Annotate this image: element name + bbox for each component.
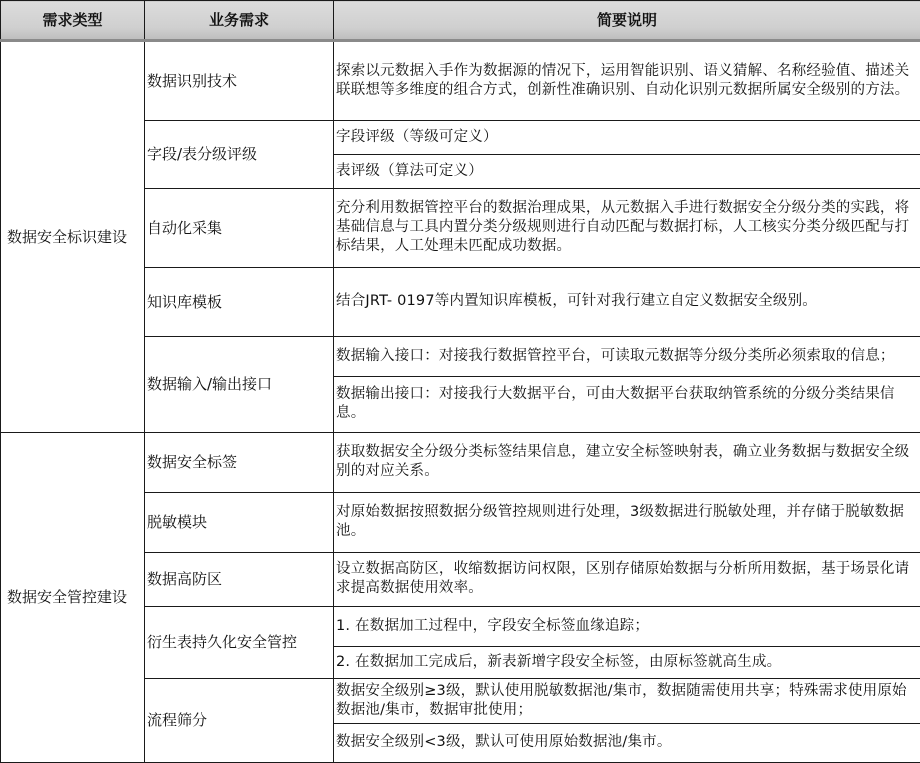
requirement-cell: 知识库模板	[145, 268, 334, 337]
description-cell: 获取数据安全分级分类标签结果信息，建立安全标签映射表，确立业务数据与数据安全级别的对应关系。	[334, 433, 920, 493]
category-cell: 数据安全标识建设	[1, 41, 145, 433]
header-category: 需求类型	[1, 1, 145, 41]
description-cell: 数据输入接口：对接我行数据管控平台，可读取元数据等分级分类所必须索取的信息；	[334, 337, 920, 377]
description-cell: 数据安全级别≥3级，默认使用脱敏数据池/集市，数据随需使用共享；特殊需求使用原始数据池/集市，数据审批使用；	[334, 679, 920, 724]
requirement-cell: 字段/表分级评级	[145, 121, 334, 189]
requirement-cell: 数据安全标签	[145, 433, 334, 493]
description-cell: 对原始数据按照数据分级管控规则进行处理，3级数据进行脱敏处理，并存储于脱敏数据池。	[334, 493, 920, 553]
requirement-cell: 脱敏模块	[145, 493, 334, 553]
description-cell: 2. 在数据加工完成后，新表新增字段安全标签，由原标签就高生成。	[334, 647, 920, 679]
table-row	[1, 41, 920, 121]
description-cell: 结合JRT- 0197等内置知识库模板，可针对我行建立自定义数据安全级别。	[334, 268, 920, 337]
header-description: 简要说明	[334, 1, 920, 41]
description-cell: 设立数据高防区，收缩数据访问权限，区别存储原始数据与分析所用数据，基于场景化请求提高数据使用效率。	[334, 553, 920, 607]
requirement-cell: 数据识别技术	[145, 41, 334, 121]
requirement-cell: 自动化采集	[145, 189, 334, 268]
requirement-cell: 衍生表持久化安全管控	[145, 607, 334, 679]
header-row	[1, 1, 920, 41]
description-cell: 充分利用数据管控平台的数据治理成果，从元数据入手进行数据安全分级分类的实践，将基础信息与工具内置分类分级规则进行自动匹配与数据打标，人工核实分类分级匹配与打标结果，人工处理未匹配成功数据。	[334, 189, 920, 268]
description-cell: 数据输出接口：对接我行大数据平台，可由大数据平台获取纳管系统的分级分类结果信息。	[334, 377, 920, 433]
description-cell: 1. 在数据加工过程中，字段安全标签血缘追踪；	[334, 607, 920, 647]
description-cell: 数据安全级别<3级，默认可使用原始数据池/集市。	[334, 724, 920, 763]
header-requirement: 业务需求	[145, 1, 334, 41]
category-cell: 数据安全管控建设	[1, 433, 145, 763]
description-cell: 字段评级（等级可定义）	[334, 121, 920, 155]
requirement-cell: 流程筛分	[145, 679, 334, 763]
table-row	[1, 433, 920, 493]
requirement-cell: 数据输入/输出接口	[145, 337, 334, 433]
requirement-cell: 数据高防区	[145, 553, 334, 607]
description-cell: 表评级（算法可定义）	[334, 155, 920, 189]
description-cell: 探索以元数据入手作为数据源的情况下，运用智能识别、语义猜解、名称经验值、描述关联联想等多维度的组合方式，创新性准确识别、自动化识别元数据所属安全级别的方法。	[334, 41, 920, 121]
